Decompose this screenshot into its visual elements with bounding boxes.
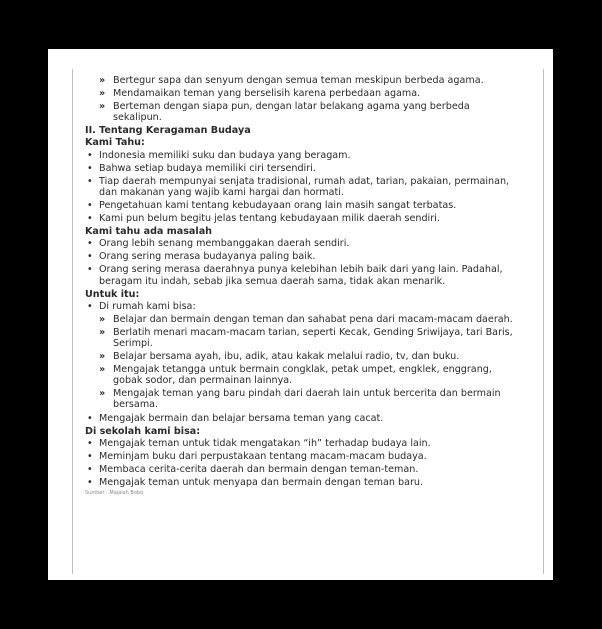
list-item-text: Berteman dengan siapa pun, dengan latar belakang agama yang berbeda sekalipun. [113, 101, 470, 124]
list-item-text: Mengajak tetangga untuk bermain congklak, petak umpet, engklek, enggrang, gobak sodor, dan permainan lainnya. [113, 364, 492, 387]
list-item [85, 88, 515, 99]
bullet: • [87, 199, 93, 211]
list-item [85, 364, 515, 386]
bullet: • [87, 213, 93, 225]
list-item [85, 101, 515, 123]
list-item [85, 163, 515, 174]
list-item [85, 477, 515, 488]
bullet: • [87, 450, 93, 462]
list-item [85, 301, 515, 312]
document-content [85, 75, 515, 496]
document-page [48, 49, 553, 580]
sekolah-heading: Di sekolah kami bisa: [85, 425, 201, 437]
list-item [85, 75, 515, 86]
list-item-text: Meminjam buku dari perpustakaan tentang macam-macam budaya. [99, 450, 427, 462]
subitem-marker: » [99, 75, 106, 86]
masalah-heading: Kami tahu ada masalah [85, 226, 212, 238]
list-item-text: Bahwa setiap budaya memiliki ciri tersendiri. [99, 162, 316, 174]
bullet: • [87, 463, 93, 475]
list-item-text: Orang lebih senang membanggakan daerah sendiri. [99, 238, 350, 250]
list-item-text: Mengajak bermain dan belajar bersama teman yang cacat. [99, 412, 384, 424]
list-item-text: Berlatih menari macam-macam tarian, seperti Kecak, Gending Sriwijaya, tari Baris, Serimpi. [113, 326, 513, 349]
list-item-text: Mendamaikan teman yang berselisih karena perbedaan agama. [113, 88, 421, 100]
bullet: • [87, 175, 93, 187]
bullet: • [87, 477, 93, 488]
list-item [85, 200, 515, 211]
list-item [85, 413, 515, 424]
bullet: • [87, 412, 93, 424]
list-item [85, 238, 515, 249]
bullet: • [87, 300, 93, 312]
list-item-text: Bertegur sapa dan senyum dengan semua teman meskipun berbeda agama. [113, 75, 484, 86]
list-item [85, 351, 515, 362]
list-item-text: Mengajak teman yang baru pindah dari daerah lain untuk bercerita dan bermain bersama. [113, 388, 501, 411]
untuk-itu-heading: Untuk itu: [85, 288, 140, 300]
list-item-text: Tiap daerah mempunyai senjata tradisional, rumah adat, tarian, pakaian, permainan, dan makanan yang wajib kami hargai dan hormati. [99, 175, 510, 198]
list-item [85, 264, 515, 286]
list-item [85, 314, 515, 325]
section-title: II. Tentang Keragaman Budaya [85, 125, 251, 137]
list-item [85, 451, 515, 462]
subitem-marker: » [99, 313, 106, 325]
subitem-marker: » [99, 326, 106, 338]
bullet: • [87, 162, 93, 174]
bullet: • [87, 251, 93, 263]
list-item-text: Membaca cerita-cerita daerah dan bermain dengan teman-teman. [99, 463, 419, 475]
list-item-text: Mengajak teman untuk tidak mengatakan “ih” terhadap budaya lain. [99, 437, 431, 449]
list-item-text: Mengajak teman untuk menyapa dan bermain dengan teman baru. [99, 477, 424, 488]
list-item [85, 464, 515, 475]
list-item [85, 327, 515, 349]
list-item-text: Belajar bersama ayah, ibu, adik, atau kakak melalui radio, tv, dan buku. [113, 351, 460, 363]
bullet: • [87, 437, 93, 449]
list-item-text: Belajar dan bermain dengan teman dan sahabat pena dari macam-macam daerah. [113, 313, 513, 325]
list-item [85, 251, 515, 262]
list-item-text: Orang sering merasa budayanya paling baik. [99, 251, 316, 263]
list-item-text: Orang sering merasa daerahnya punya kelebihan lebih baik dari yang lain. Padahal, beragam itu indah, sebab jika semua daerah sama, tidak akan menarik. [99, 264, 503, 287]
kami-tahu-heading: Kami Tahu: [85, 137, 145, 149]
bullet: • [87, 264, 93, 276]
bullet: • [87, 149, 93, 161]
list-item [85, 150, 515, 161]
list-item [85, 213, 515, 224]
list-item-text: Indonesia memiliki suku dan budaya yang beragam. [99, 149, 351, 161]
subitem-marker: » [99, 88, 106, 100]
page-frame [72, 69, 544, 574]
subitem-marker: » [99, 351, 106, 363]
bullet: • [87, 238, 93, 250]
subitem-marker: » [99, 101, 106, 113]
list-item [85, 388, 515, 410]
list-item [85, 438, 515, 449]
list-item-text: Kami pun belum begitu jelas tentang kebudayaan milik daerah sendiri. [99, 213, 440, 225]
subitem-marker: » [99, 388, 106, 400]
subitem-marker: » [99, 364, 106, 376]
list-item-text: Pengetahuan kami tentang kebudayaan orang lain masih sangat terbatas. [99, 199, 457, 211]
list-item-text: Di rumah kami bisa: [99, 300, 196, 312]
source-caption: Sumber : Majalah Bobo [85, 490, 144, 497]
list-item [85, 176, 515, 198]
